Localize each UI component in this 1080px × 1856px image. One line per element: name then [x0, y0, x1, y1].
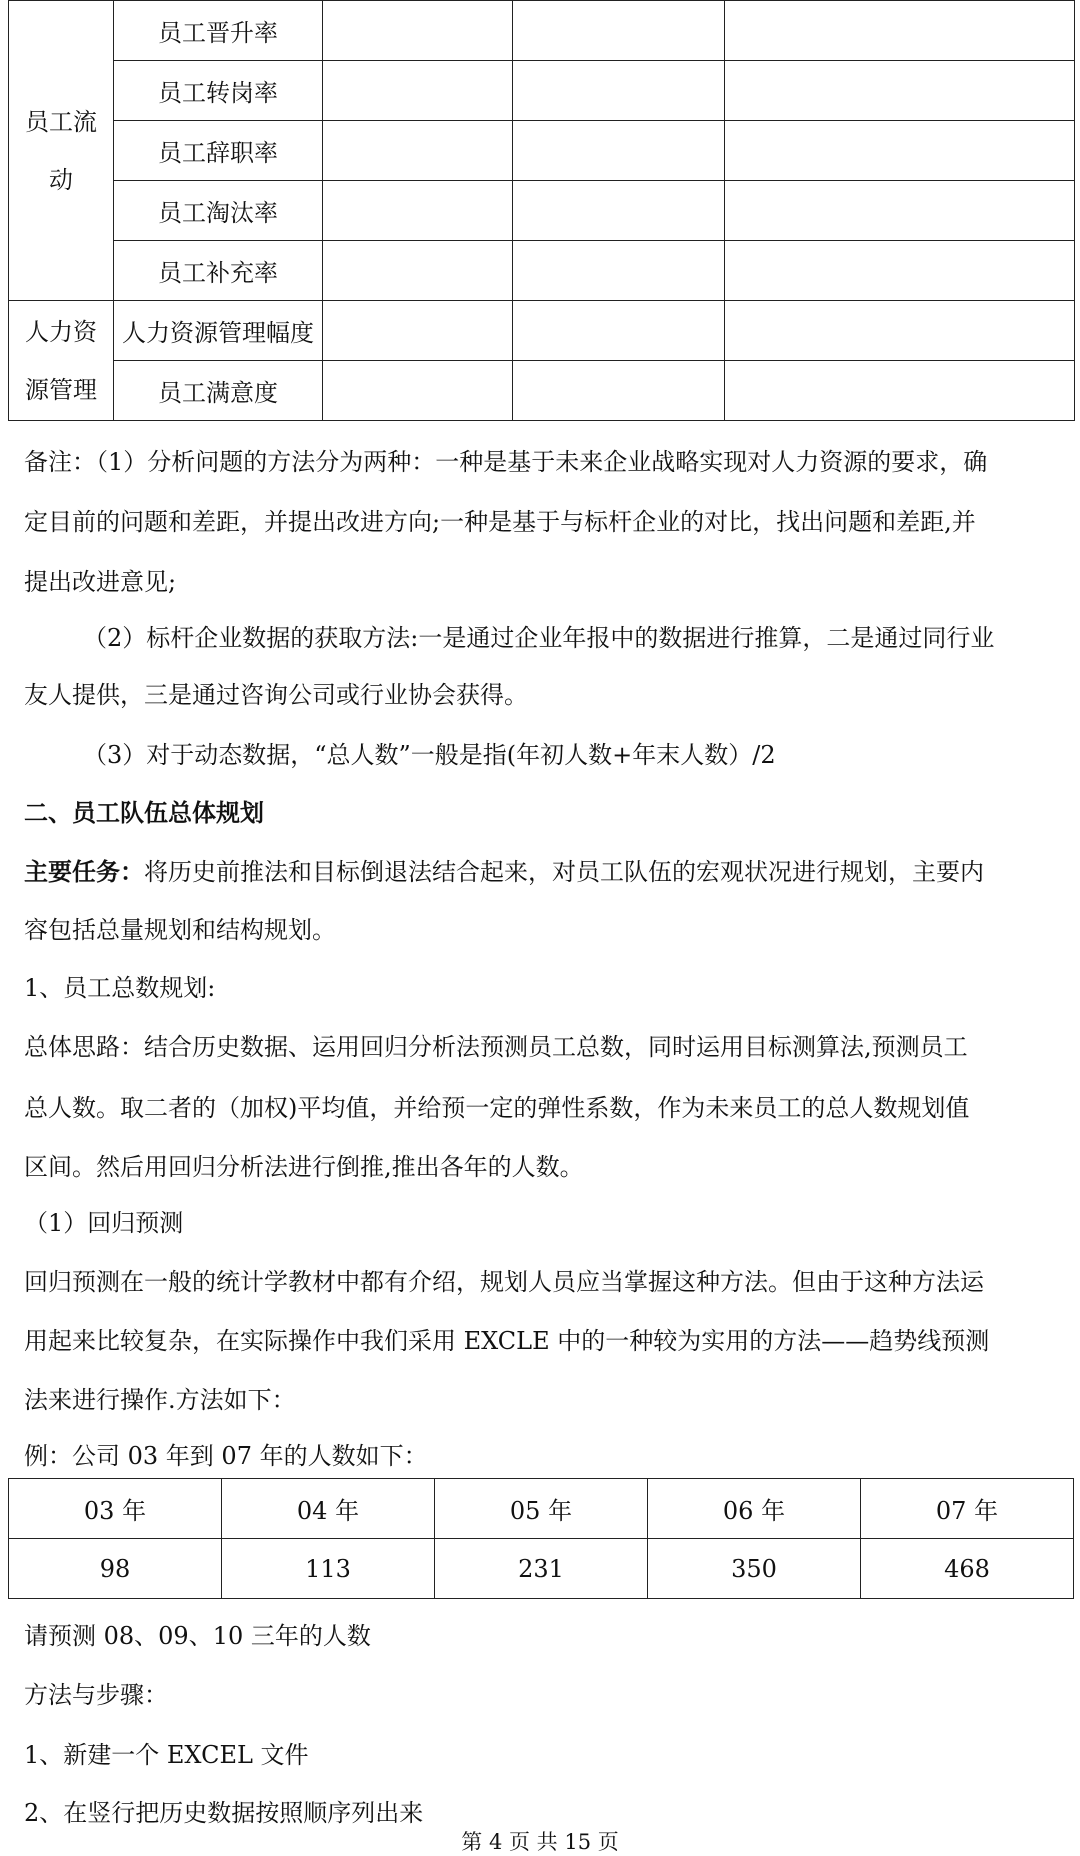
empty-cell	[323, 301, 513, 361]
empty-cell	[323, 61, 513, 121]
empty-cell	[725, 61, 1075, 121]
task-label: 主要任务：	[24, 857, 144, 886]
table-row	[9, 241, 1075, 301]
metric-item: 员工淘汰率	[114, 181, 323, 241]
metric-item: 员工补充率	[114, 241, 323, 301]
empty-cell	[725, 1, 1075, 61]
category-cell: 人力资 源管理	[9, 301, 114, 421]
predict-line: 请预测 08、09、10 三年的人数	[24, 1622, 371, 1650]
table-row	[9, 1539, 1074, 1599]
table-row	[9, 301, 1075, 361]
steps-heading: 方法与步骤：	[24, 1681, 168, 1709]
task-line-2: 容包括总量规划和结构规划。	[24, 916, 336, 944]
idea-line-2: 总人数。取二者的（加权)平均值，并给预一定的弹性系数，作为未来员工的总人数规划值	[24, 1094, 970, 1122]
year-header: 07 年	[861, 1479, 1074, 1539]
year-value: 113	[222, 1539, 435, 1599]
empty-cell	[513, 181, 725, 241]
table-row	[9, 361, 1075, 421]
section-heading: 二、员工队伍总体规划	[24, 798, 264, 827]
empty-cell	[725, 301, 1075, 361]
metric-item: 人力资源管理幅度	[114, 301, 323, 361]
metrics-table	[8, 0, 1075, 421]
category-cell: 员工流 动	[9, 1, 114, 301]
page-footer: 第 4 页 共 15 页	[461, 1830, 619, 1854]
empty-cell	[323, 181, 513, 241]
idea-line-1: 总体思路：结合历史数据、运用回归分析法预测员工总数，同时运用目标测算法,预测员工	[24, 1033, 968, 1061]
empty-cell	[323, 361, 513, 421]
note-2-line-1: （2）标杆企业数据的获取方法:一是通过企业年报中的数据进行推算，二是通过同行业	[83, 624, 995, 652]
metric-item: 员工转岗率	[114, 61, 323, 121]
year-header: 06 年	[648, 1479, 861, 1539]
empty-cell	[725, 181, 1075, 241]
empty-cell	[513, 241, 725, 301]
empty-cell	[725, 121, 1075, 181]
empty-cell	[513, 301, 725, 361]
example-line: 例：公司 03 年到 07 年的人数如下：	[24, 1442, 428, 1470]
table-row	[9, 1, 1075, 61]
note-3: （3）对于动态数据，“总人数”一般是指(年初人数+年末人数）/2	[83, 741, 776, 769]
note-1-line-3: 提出改进意见;	[24, 568, 177, 596]
empty-cell	[513, 1, 725, 61]
table-row	[9, 181, 1075, 241]
table-row	[9, 61, 1075, 121]
step-2: 2、在竖行把历史数据按照顺序列出来	[24, 1799, 424, 1827]
metric-item: 员工晋升率	[114, 1, 323, 61]
empty-cell	[513, 361, 725, 421]
empty-cell	[323, 1, 513, 61]
note-1-line-1: 备注：（1）分析问题的方法分为两种：一种是基于未来企业战略实现对人力资源的要求，确	[24, 448, 988, 476]
year-header: 04 年	[222, 1479, 435, 1539]
task-line-1	[24, 852, 984, 887]
table-row	[9, 1479, 1074, 1539]
subsection-heading: 1、员工总数规划:	[24, 974, 216, 1002]
year-value: 98	[9, 1539, 222, 1599]
year-value: 468	[861, 1539, 1074, 1599]
empty-cell	[323, 121, 513, 181]
note-1-line-2: 定目前的问题和差距，并提出改进方向;一种是基于与标杆企业的对比，找出问题和差距,并	[24, 508, 976, 536]
idea-line-3: 区间。然后用回归分析法进行倒推,推出各年的人数。	[24, 1153, 584, 1181]
task-text: 将历史前推法和目标倒退法结合起来，对员工队伍的宏观状况进行规划，主要内	[144, 858, 984, 886]
regression-line-3: 法来进行操作.方法如下：	[24, 1386, 296, 1414]
empty-cell	[513, 121, 725, 181]
note-2-line-2: 友人提供，三是通过咨询公司或行业协会获得。	[24, 681, 528, 709]
year-header: 03 年	[9, 1479, 222, 1539]
metric-item: 员工满意度	[114, 361, 323, 421]
year-value: 231	[435, 1539, 648, 1599]
step-1: 1、新建一个 EXCEL 文件	[24, 1741, 309, 1769]
table-row	[9, 121, 1075, 181]
empty-cell	[323, 241, 513, 301]
year-value: 350	[648, 1539, 861, 1599]
regression-heading: （1）回归预测	[24, 1209, 184, 1237]
regression-line-2: 用起来比较复杂，在实际操作中我们采用 EXCLE 中的一种较为实用的方法——趋势线预测	[24, 1327, 990, 1355]
year-header: 05 年	[435, 1479, 648, 1539]
empty-cell	[513, 61, 725, 121]
empty-cell	[725, 361, 1075, 421]
regression-line-1: 回归预测在一般的统计学教材中都有介绍，规划人员应当掌握这种方法。但由于这种方法运	[24, 1268, 984, 1296]
metric-item: 员工辞职率	[114, 121, 323, 181]
empty-cell	[725, 241, 1075, 301]
year-table	[8, 1478, 1074, 1599]
